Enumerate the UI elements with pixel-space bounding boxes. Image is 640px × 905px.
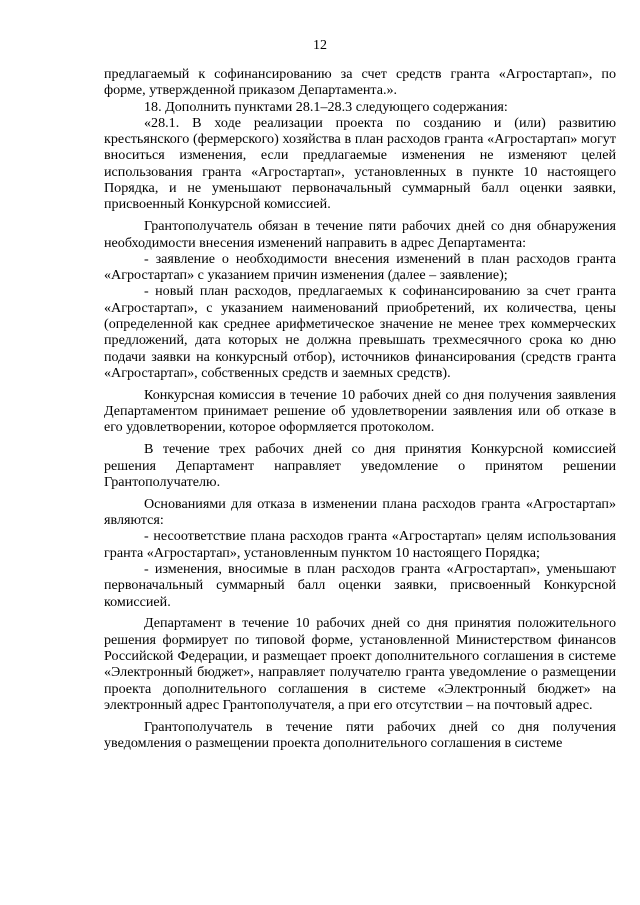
paragraph-continuation: предлагаемый к софинансированию за счет средств гранта «Агростартап», по форме, утвержденной приказом Департамента.».	[104, 66, 616, 99]
paragraph-refusal-grounds: Основаниями для отказа в изменении плана расходов гранта «Агростартап» являются:	[104, 495, 616, 529]
paragraph-commission-decision: Конкурсная комиссия в течение 10 рабочих дней со дня получения заявления Департаментом принимает решение об удовлетворении заявления или об отказе в его удовлетворении, которое оформляется протоколом.	[104, 386, 616, 436]
paragraph-department-agreement: Департамент в течение 10 рабочих дней со дня принятия положительного решения формирует по типовой форме, установленной Министерством финансов Российской Федерации, и размещает проект дополнительного соглашения в системе «Электронный бюджет», направляет получателю гранта уведомление о размещении проекта дополнительного соглашения в системе «Электронный бюджет» на электронный адрес Грантополучателя, а при его отсутствии – на почтовый адрес.	[104, 615, 616, 713]
paragraph-notification: В течение трех рабочих дней со дня принятия Конкурсной комиссией решения Департамент направляет уведомление о принятом решении Грантополучателю.	[104, 441, 616, 490]
paragraph-28-1: «28.1. В ходе реализации проекта по созданию и (или) развитию крестьянского (фермерского) хозяйства в план расходов гранта «Агростартап» могут вноситься изменения, если предлагаемые изменения не изменяют целей использования гранта «Агростартап», установленных в пункте 10 настоящего Порядка, и не уменьшают первоначальный суммарный балл оценки заявки, присвоенный Конкурсной комиссией.	[104, 114, 616, 213]
list-item-application: - заявление о необходимости внесения изменений в план расходов гранта «Агростартап» с указанием причин изменения (далее – заявление);	[104, 250, 616, 284]
paragraph-item-18: 18. Дополнить пунктами 28.1–28.3 следующего содержания:	[144, 98, 508, 115]
list-item-score-reduction: - изменения, вносимые в план расходов гранта «Агростартап», уменьшают первоначальный суммарный балл оценки заявки, присвоенный Конкурсной комиссией.	[104, 560, 616, 610]
document-body	[104, 66, 616, 751]
list-item-mismatch: - несоответствие плана расходов гранта «Агростартап» целям использования гранта «Агростартап», установленным пунктом 10 настоящего Порядка;	[104, 528, 616, 561]
page-number: 12	[313, 38, 327, 53]
paragraph-recipient-signing: Грантополучатель в течение пяти рабочих дней со дня получения уведомления о размещении проекта дополнительного соглашения в системе	[104, 718, 616, 752]
list-item-new-plan: - новый план расходов, предлагаемых к софинансированию за счет гранта «Агростартап», с указанием наименований приобретений, их количества, цены (определенной как среднее арифметическое значение не менее трех коммерческих предложений, дата которых не должна превышать трехмесячного срока ко дню подачи заявки на конкурсный отбор), источников финансирования (средств гранта «Агростартап», собственных средств и заемных средств).	[104, 283, 616, 381]
paragraph-obligation: Грантополучатель обязан в течение пяти рабочих дней со дня обнаружения необходимости внесения изменений направить в адрес Департамента:	[104, 218, 616, 251]
